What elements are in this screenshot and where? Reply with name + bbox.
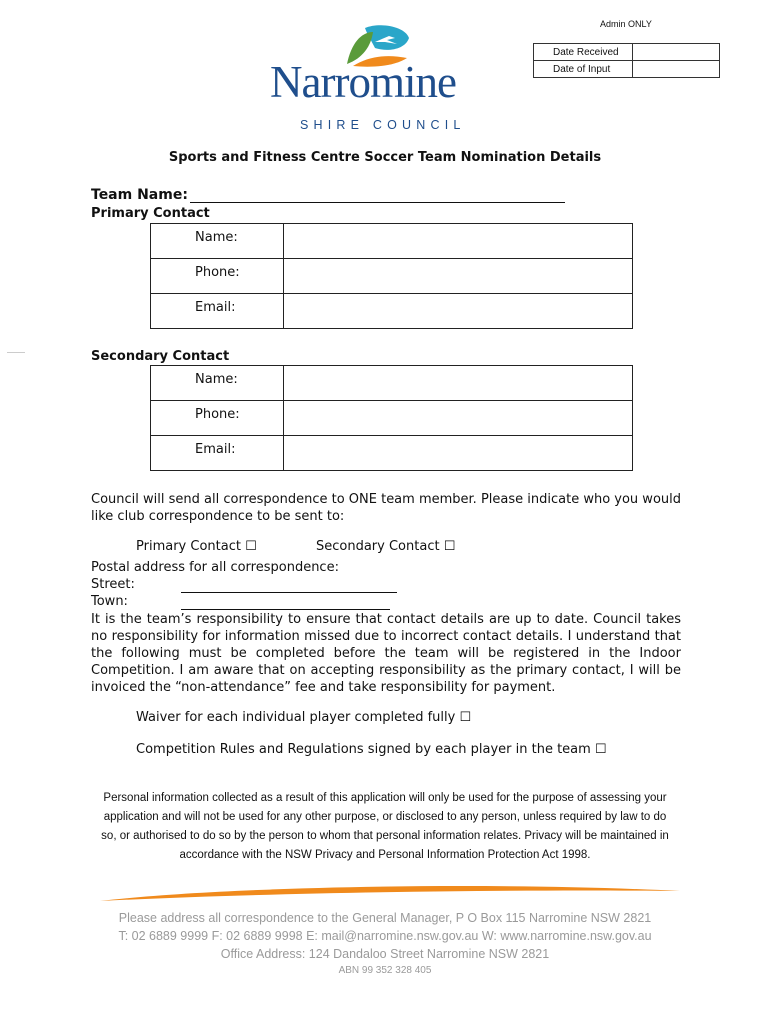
primary-phone-label: Phone: (151, 259, 284, 294)
logo-wordmark: Narromine (270, 57, 456, 107)
secondary-contact-table (150, 365, 633, 471)
secondary-row-email (151, 436, 633, 471)
waiver-checkbox-item[interactable]: Waiver for each individual player completed fully ☐ (136, 710, 472, 725)
option-secondary-contact[interactable]: Secondary Contact ☐ (316, 539, 456, 554)
town-field[interactable] (181, 593, 390, 610)
rules-checkbox-item[interactable]: Competition Rules and Regulations signed by each player in the team ☐ (136, 742, 607, 757)
primary-row-phone (151, 259, 633, 294)
admin-table (533, 43, 720, 78)
postal-address-label: Postal address for all correspondence: (91, 560, 339, 575)
primary-email-field[interactable] (284, 294, 633, 329)
secondary-name-label: Name: (151, 366, 284, 401)
privacy-notice: Personal information collected as a result of this application will only be used for the purpose of assessing your application and will not be used for any other purpose, or disclosed to any person, unless required by law to do so, or authorised to do so by the person to whom that personal information relates. Privacy will be maintained in accordance with the NSW Privacy and Personal Information Protection Act 1998. (101, 792, 669, 861)
admin-row-date-received (534, 44, 720, 61)
primary-phone-field[interactable] (284, 259, 633, 294)
team-name-field[interactable] (190, 202, 565, 203)
secondary-phone-field[interactable] (284, 401, 633, 436)
primary-row-email (151, 294, 633, 329)
responsibility-statement: It is the team’s responsibility to ensure that contact details are up to date. Council takes no responsibility for information missed due to incorrect contact details. I understand that the following must be completed before the team will be registered in the Indoor Competition. I am aware that on accepting responsibility as the primary contact, I will be invoiced the “non-attendance” fee and take responsibility for payment. (91, 612, 681, 695)
admin-only-label: Admin ONLY (600, 19, 652, 29)
option-primary-contact[interactable]: Primary Contact ☐ (136, 539, 257, 554)
admin-value-date-received[interactable] (633, 44, 720, 61)
admin-value-date-of-input[interactable] (633, 61, 720, 78)
logo-subtitle: SHIRE COUNCIL (300, 118, 466, 132)
admin-row-date-of-input (534, 61, 720, 78)
primary-row-name (151, 224, 633, 259)
primary-name-field[interactable] (284, 224, 633, 259)
street-field[interactable] (181, 576, 397, 593)
margin-mark (7, 352, 25, 353)
footer-abn: ABN 99 352 328 405 (338, 965, 432, 976)
footer-contact: T: 02 6889 9999 F: 02 6889 9998 E: mail@narromine.nsw.gov.au W: www.narromine.nsw.gov.au (118, 929, 652, 943)
secondary-name-field[interactable] (284, 366, 633, 401)
primary-email-label: Email: (151, 294, 284, 329)
secondary-email-field[interactable] (284, 436, 633, 471)
primary-contact-table (150, 223, 633, 329)
secondary-phone-label: Phone: (151, 401, 284, 436)
street-label: Street: (91, 577, 135, 592)
secondary-row-phone (151, 401, 633, 436)
secondary-contact-heading: Secondary Contact (91, 349, 230, 364)
correspondence-instructions: Council will send all correspondence to ONE team member. Please indicate who you would like club correspondence to be sent to: (91, 492, 681, 524)
primary-contact-heading: Primary Contact (91, 206, 210, 221)
secondary-email-label: Email: (151, 436, 284, 471)
town-label: Town: (91, 594, 128, 609)
form-title: Sports and Fitness Centre Soccer Team Nomination Details (168, 150, 602, 165)
primary-name-label: Name: (151, 224, 284, 259)
divider-swoosh-icon (100, 883, 680, 905)
secondary-row-name (151, 366, 633, 401)
admin-label-date-of-input: Date of Input (534, 61, 633, 78)
team-name-label: Team Name: (91, 187, 188, 203)
footer-postal: Please address all correspondence to the General Manager, P O Box 115 Narromine NSW 2821 (118, 911, 652, 925)
footer-office-address: Office Address: 124 Dandaloo Street Narromine NSW 2821 (220, 947, 550, 961)
admin-label-date-received: Date Received (534, 44, 633, 61)
